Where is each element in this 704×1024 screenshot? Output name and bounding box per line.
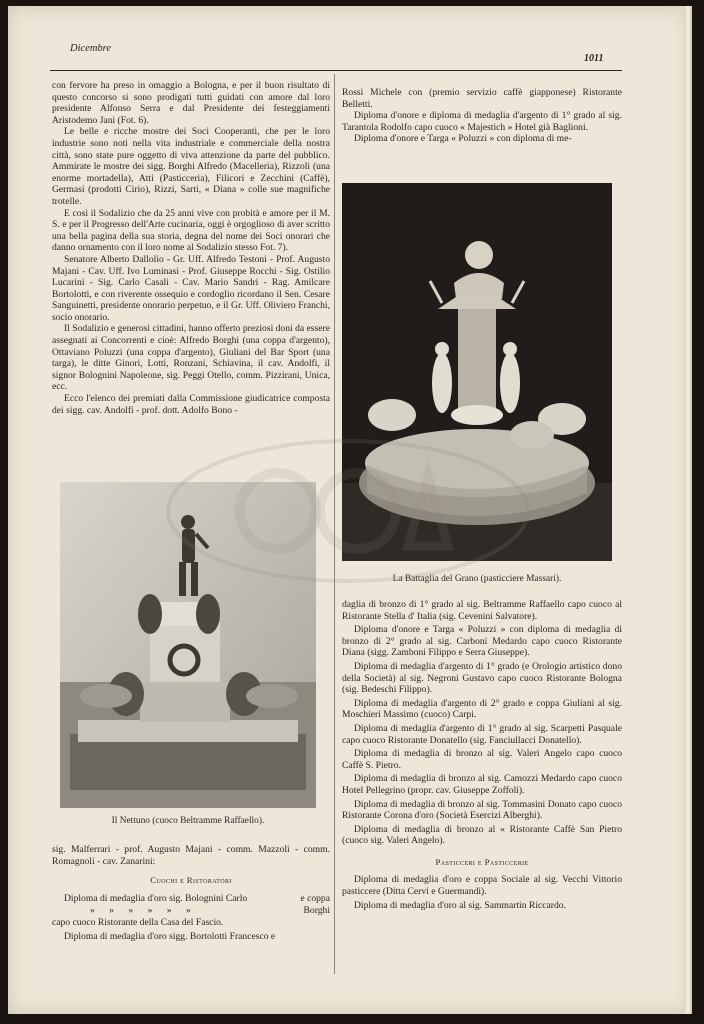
section-title-cuochi: Cuochi e Ristoratori — [150, 875, 232, 886]
paragraph: Diploma d'onore e Targa « Poluzzi » con diploma di medaglia di bronzo di 2° grado al sig. Carboni Medardo capo cuoco Ristorante Diana (sigg. Zamboni Filippo e Serra Giuseppe). — [342, 624, 622, 659]
paragraph: Diploma di medaglia d'oro e coppa Sociale al sig. Vecchi Vittorio pasticcere (Ditta Cervi e Guermandi). — [342, 874, 622, 898]
paragraph: Diploma di medaglia d'oro al sig. Sammartin Riccardo. — [354, 899, 566, 911]
left-column-top — [52, 80, 330, 416]
commission-continuation: sig. Malferrari - prof. Augusto Majani - comm. Mazzoli - comm. Romagnoli - cav. Zanarini: — [52, 844, 330, 867]
paragraph: Diploma di medaglia d'argento di 1° grado (e Orologio artistico dono della Società) al sig. Negroni Gustavo capo cuoco Ristorante Bologna (sig. Bedeschi Filippo). — [342, 660, 622, 696]
award-place: capo cuoco Ristorante della Casa del Fascio. — [52, 916, 224, 928]
page-number: 1011 — [584, 53, 604, 64]
book-spine — [684, 6, 692, 1014]
paragraph: daglia di bronzo di 1° grado al sig. Beltramme Raffaello capo cuoco al Ristorante Stella d' Italia (sig. Cevenini Salvatore). — [342, 599, 622, 622]
award-row — [52, 893, 330, 929]
right-column-top — [342, 87, 622, 145]
paragraph: Diploma d'onore e Targa « Poluzzi » con diploma di me- — [354, 133, 572, 145]
paragraph: Rossi Michele con (premio servizio caffè giapponese) Ristorante Belletti. — [342, 87, 622, 110]
paragraph: con fervore ha preso in omaggio a Bologna, e per il buon risultato di questo concorso si sono prodigati tutti guidati con amore dal loro presidente Alfonso Serra e dal Presidente dei festeggiamenti Aristodemo Jani (Fot. 6). — [52, 80, 330, 126]
paragraph: E così il Sodalizio che da 25 anni vive con probità e amore per il M. S. e per il Progresso dell'Arte cucinaria, oggi è orgoglioso di aver scritto una bella pagina della sua storia, degna del nome dei Soci onorari che danno ornamento con il loro nome al Sodalizio stesso Fot. 7). — [52, 207, 330, 254]
paragraph: Diploma di medaglia di bronzo al sig. Tommasini Donato capo cuoco Ristorante Corona d'oro (Società Esercizi Alberghi). — [342, 798, 622, 822]
section-title-pasticceri: Pasticceri e Pasticcerie — [435, 856, 529, 867]
award-borghi: Borghi — [303, 904, 330, 916]
paragraph: Il Sodalizio e generosi cittadini, hanno offerto preziosi doni da essere assegnati ai Concorrenti e cioè: Alfredo Borghi (una coppa d'argento), Ottaviano Poluzzi (una coppa d'argento), Giuliani del Bar Sport (una targa), le ditte Ginori, Lotti, Ronzani, Schiavina, il cav. Andolfi, il signor Bolognini Napoleone, sig. Peggi Otello, comm. Pizzirani, Unica, ecc. — [52, 323, 330, 393]
ditto-marks: » » » » » » — [90, 904, 197, 916]
paragraph: Diploma di medaglia di bronzo al sig. Camozzi Medardo capo cuoco Hotel Pellegrino (propr. cav. Giuseppe Zoffoli). — [342, 773, 622, 796]
page — [8, 6, 690, 1014]
paragraph: Le belle e ricche mostre dei Soci Cooperanti, che per le loro industrie sono noti nella vita industriale e commerciale della nostra città, sono state pure oggetto di viva attenzione da parte del pubblico. Ammirate le mostre dei sigg. Borghi Alfredo (Macelleria), Rizzoli (una enorme mortadella), Atti (Pasticceria), Filicori e Zecchini (Caffè), Germasi (prodotti Cirio), Rizzi, Sarti, « Diana » colle sue magnifiche trotelle. — [52, 126, 330, 207]
award-text: Diploma di medaglia d'oro sig. Bolognini Carlo — [64, 892, 248, 904]
left-column-bottom — [52, 844, 330, 942]
paragraph: Ecco l'elenco dei premiati dalla Commissione giudicatrice composta dei sigg. cav. Andolfi - prof. dott. Adolfo Bono - — [52, 393, 330, 416]
photo-battaglia-caption: La Battaglia del Grano (pasticciere Massari). — [392, 574, 562, 584]
award-extra: e coppa — [300, 892, 330, 904]
paragraph: Diploma d'onore e diploma di medaglia d'argento di 1° grado al sig. Tarantola Rodolfo capo cuoco « Majestich » Hotel già Baglioni. — [342, 110, 622, 133]
right-column-bottom — [342, 599, 622, 911]
photo-battaglia-del-grano — [342, 183, 612, 561]
paragraph: Diploma di medaglia d'argento di 1° grado al sig. Scarpetti Pasquale capo cuoco Ristorante Donatello (sig. Fanciullacci Donatello). — [342, 722, 622, 746]
running-header-month: Dicembre — [70, 43, 112, 54]
photo-nettuno-caption: Il Nettuno (cuoco Beltramme Raffaello). — [111, 816, 265, 826]
paragraph: Diploma di medaglia di bronzo al « Ristorante Caffè San Pietro (cuoco sig. Valeri Angelo). — [342, 823, 622, 847]
battaglia-sculpture-image — [342, 183, 612, 561]
paragraph: Diploma di medaglia d'oro sigg. Bortolotti Francesco e — [64, 930, 276, 942]
photo-nettuno — [60, 482, 316, 808]
paragraph: Senatore Alberto Dallolio - Gr. Uff. Alfredo Testoni - Prof. Augusto Majani - Cav. Uff. Ivo Luminasi - Prof. Giuseppe Rocchi - Sig. Ostilio Lucarini - Sig. Carlo Casali - Cav. Mario Sandri - Rag. Amilcare Bortolotti, e con riverente ossequio e cordoglio ricordano il Sen. Cesare Sanguinetti, presidente onorario perpetuo, e il Gr. Uff. Oliviero Franchi, socio onorario. — [52, 253, 330, 323]
paragraph: Diploma di medaglia di bronzo al sig. Valeri Angelo capo cuoco Caffè S. Pietro. — [342, 748, 622, 771]
nettuno-sculpture-image — [60, 482, 316, 808]
column-divider — [334, 74, 335, 974]
header-rule — [50, 70, 622, 71]
paragraph: Diploma di medaglia d'argento di 2° grado e coppa Giuliani al sig. Moschieri Massimo (cuoco) Carpi. — [342, 697, 622, 721]
